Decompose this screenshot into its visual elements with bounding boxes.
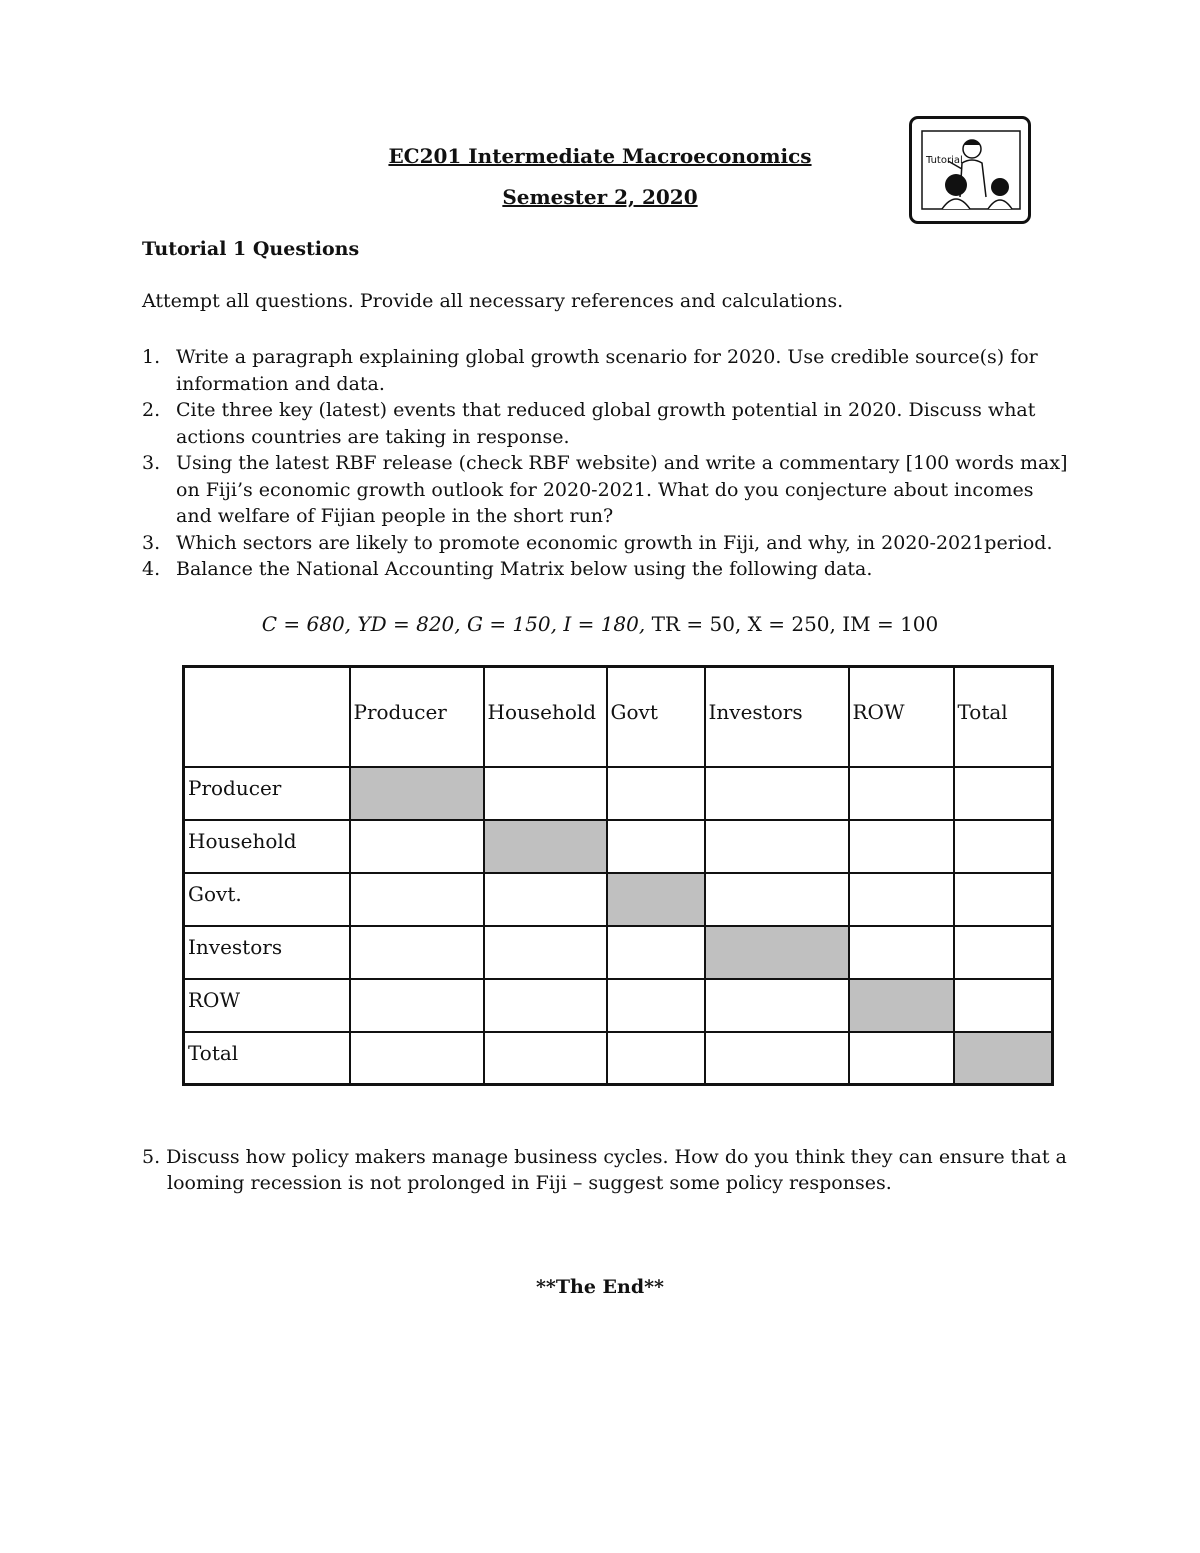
question-text: Which sectors are likely to promote economic growth in Fiji, and why, in 2020-2021period.: [176, 531, 1053, 554]
matrix-row: [184, 926, 1053, 979]
column-header: ROW: [849, 667, 954, 767]
matrix-cell: [484, 1032, 607, 1085]
matrix-cell: [954, 979, 1053, 1032]
question-number: 1.: [142, 346, 161, 368]
diagonal-cell: [484, 820, 607, 873]
data-equation: [0, 612, 1200, 636]
matrix-cell: [484, 767, 607, 820]
question-5-line-2: looming recession is not prolonged in Fiji – suggest some policy responses.: [167, 1172, 892, 1194]
matrix-cell: [350, 820, 484, 873]
instructions: Attempt all questions. Provide all necessary references and calculations.: [142, 290, 844, 312]
question-text: Balance the National Accounting Matrix below using the following data.: [176, 558, 873, 580]
matrix-cell: [705, 979, 849, 1032]
diagonal-cell: [954, 1032, 1053, 1085]
column-header: Producer: [350, 667, 484, 767]
question-5-line-1: 5. Discuss how policy makers manage business cycles. How do you think they can ensure that a: [142, 1146, 1067, 1168]
matrix-cell: [954, 926, 1053, 979]
tutorial-heading: Tutorial 1 Questions: [142, 238, 360, 260]
column-header: Household: [484, 667, 607, 767]
matrix-cell: [350, 926, 484, 979]
question-item: [142, 450, 1072, 530]
question-text: Using the latest RBF release (check RBF website) and write a commentary [100 words max] on Fiji’s economic growth outlook for 2020-2021. What do you conjecture about incomes and welfare of Fijian people in the short run?: [176, 452, 1068, 527]
matrix-corner-cell: [184, 667, 350, 767]
row-header: Household: [184, 820, 350, 873]
matrix-row: [184, 820, 1053, 873]
matrix-cell: [849, 926, 954, 979]
matrix-cell: [849, 873, 954, 926]
question-number: 2.: [142, 399, 161, 421]
matrix-cell: [350, 873, 484, 926]
matrix-cell: [705, 767, 849, 820]
column-header: Investors: [705, 667, 849, 767]
equation-normal: TR = 50, X = 250, IM = 100: [645, 612, 939, 636]
diagonal-cell: [849, 979, 954, 1032]
question-item: [142, 556, 1072, 583]
matrix-cell: [350, 1032, 484, 1085]
matrix-cell: [607, 926, 705, 979]
matrix-cell: [607, 820, 705, 873]
question-item: [142, 530, 1072, 557]
teacher-illustration-icon: [912, 119, 1028, 221]
diagonal-cell: [705, 926, 849, 979]
matrix-cell: [350, 979, 484, 1032]
matrix-row: [184, 873, 1053, 926]
national-accounting-matrix: [182, 665, 1054, 1086]
diagonal-cell: [350, 767, 484, 820]
matrix-cell: [607, 979, 705, 1032]
matrix-cell: [705, 1032, 849, 1085]
row-header: Investors: [184, 926, 350, 979]
matrix-cell: [484, 926, 607, 979]
matrix-cell: [849, 820, 954, 873]
matrix-cell: [607, 1032, 705, 1085]
matrix-row: [184, 1032, 1053, 1085]
question-item: [142, 397, 1072, 450]
row-header: Producer: [184, 767, 350, 820]
matrix-row: [184, 767, 1053, 820]
diagonal-cell: [607, 873, 705, 926]
matrix-cell: [607, 767, 705, 820]
course-title: EC201 Intermediate Macroeconomics: [388, 144, 812, 168]
matrix-cell: [484, 979, 607, 1032]
end-marker: **The End**: [536, 1276, 664, 1298]
column-header: Govt: [607, 667, 705, 767]
matrix-cell: [954, 820, 1053, 873]
matrix-row: [184, 979, 1053, 1032]
matrix-cell: [849, 767, 954, 820]
question-text: Write a paragraph explaining global growth scenario for 2020. Use credible source(s) for information and data.: [176, 346, 1038, 395]
column-header: Total: [954, 667, 1053, 767]
matrix-cell: [705, 820, 849, 873]
semester-title: Semester 2, 2020: [502, 185, 698, 209]
matrix-cell: [849, 1032, 954, 1085]
tutorial-logo: [909, 116, 1031, 224]
question-number: 4.: [142, 558, 161, 580]
question-number: 3.: [142, 531, 161, 554]
matrix-cell: [954, 767, 1053, 820]
logo-label: Tutorial: [926, 155, 963, 166]
question-text: Cite three key (latest) events that reduced global growth potential in 2020. Discuss what actions countries are taking in response.: [176, 399, 1036, 448]
question-number: 3.: [142, 452, 161, 474]
row-header: Govt.: [184, 873, 350, 926]
row-header: ROW: [184, 979, 350, 1032]
question-5: [142, 1144, 1067, 1196]
question-item: [142, 344, 1072, 397]
equation-italic: C = 680, YD = 820, G = 150, I = 180,: [261, 612, 646, 636]
matrix-cell: [705, 873, 849, 926]
matrix-cell: [954, 873, 1053, 926]
row-header: Total: [184, 1032, 350, 1085]
matrix-header-row: [184, 667, 1053, 767]
question-list: [142, 344, 1072, 583]
matrix-cell: [484, 873, 607, 926]
